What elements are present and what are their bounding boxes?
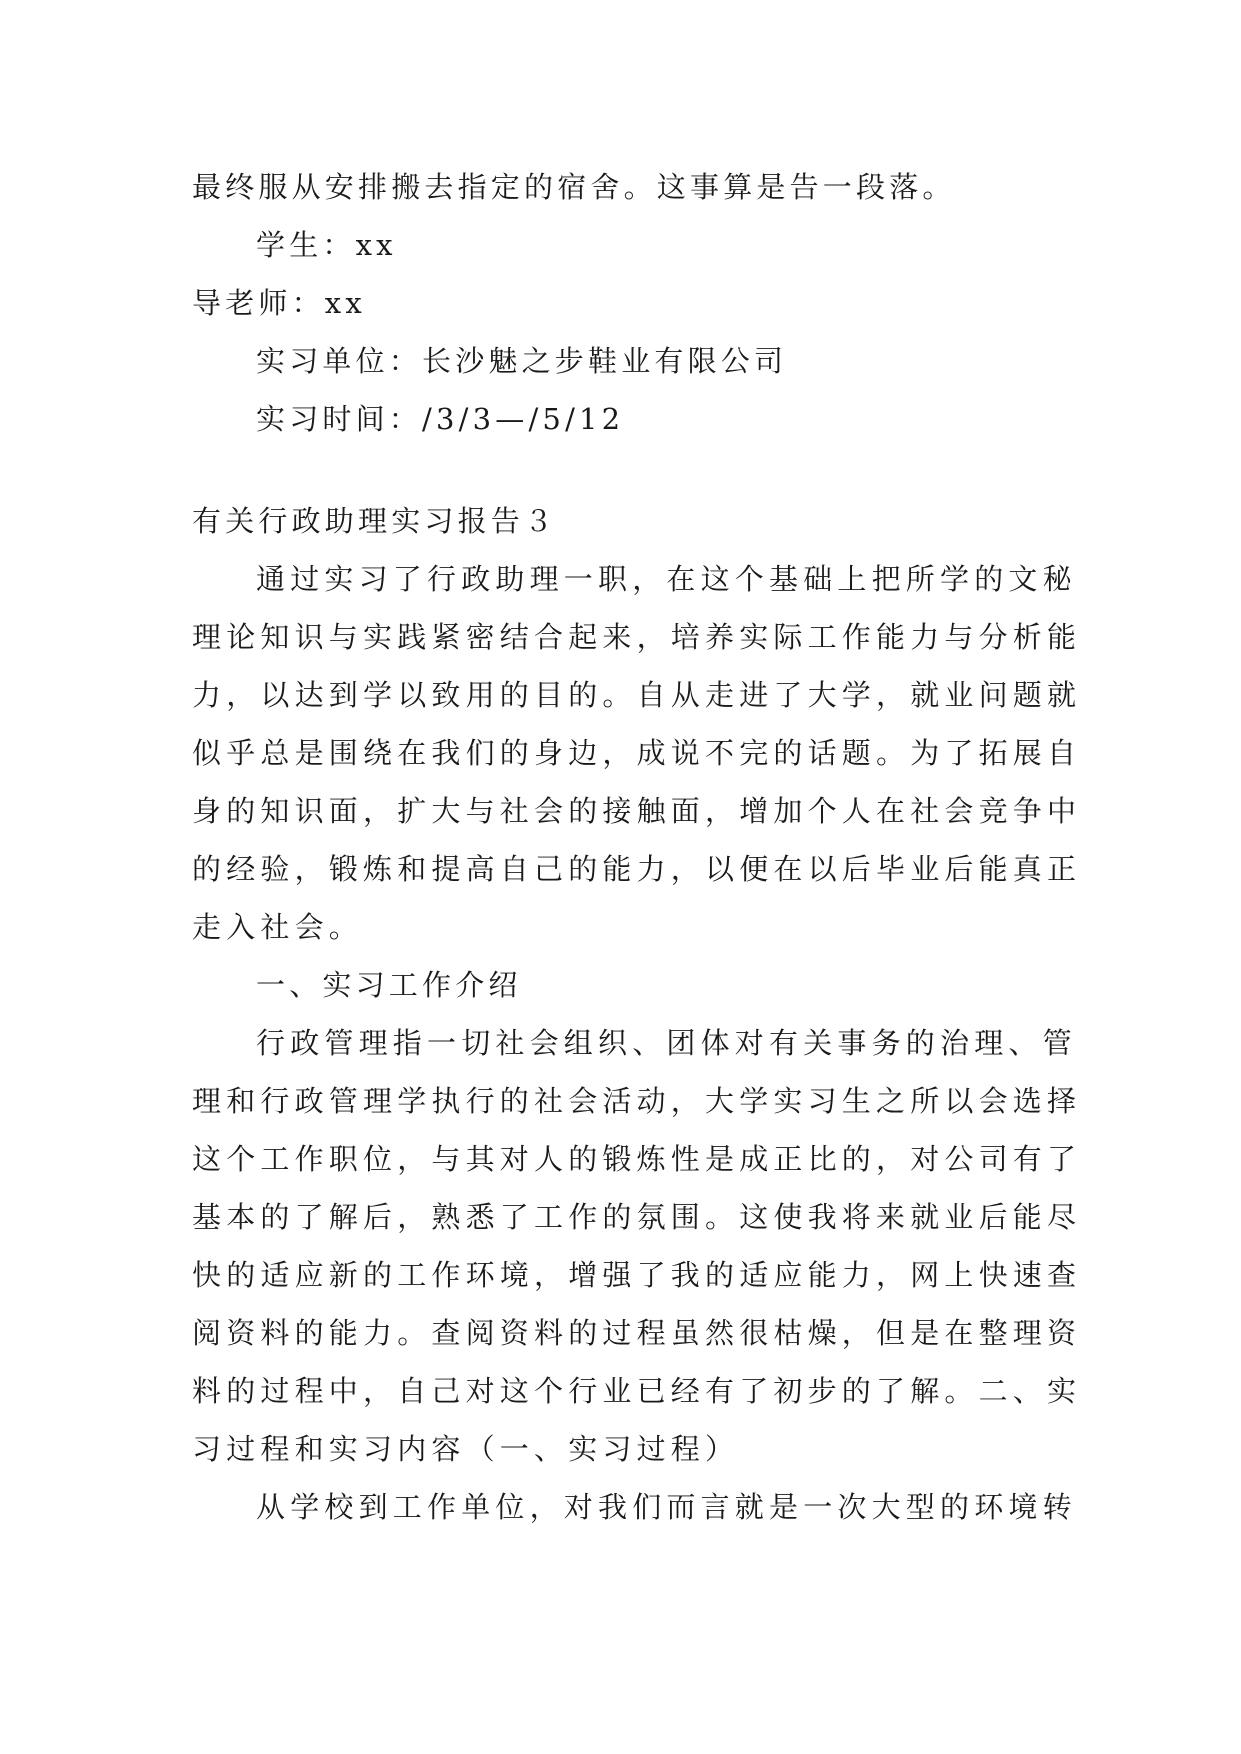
paragraph-line: 理论知识与实践紧密结合起来，培养实际工作能力与分析能 [192,620,1082,654]
paragraph-line: 走入社会。 [192,910,364,944]
paragraph-line: 的经验，锻炼和提高自己的能力，以便在以后毕业后能真正 [192,852,1082,886]
paragraph-line: 身的知识面，扩大与社会的接触面，增加个人在社会竞争中 [192,794,1082,828]
text-line: 最终服从安排搬去指定的宿舍。这事算是告一段落。 [192,170,956,204]
period-info: 实习时间：/3/3—/5/12 [256,402,625,436]
paragraph-line: 通过实习了行政助理一职，在这个基础上把所学的文秘 [256,562,1077,596]
teacher-info: 导老师：xx [192,286,366,320]
paragraph-line: 基本的了解后，熟悉了工作的氛围。这使我将来就业后能尽 [192,1200,1082,1234]
document-body [192,158,1082,1536]
paragraph-line: 理和行政管理学执行的社会活动，大学实习生之所以会选择 [192,1084,1082,1118]
paragraph-line: 料的过程中，自己对这个行业已经有了初步的了解。二、实 [192,1374,1082,1408]
unit-info: 实习单位：长沙魅之步鞋业有限公司 [256,344,788,378]
paragraph-line: 习过程和实习内容（一、实习过程） [192,1432,740,1466]
paragraph-line: 似乎总是围绕在我们的身边，成说不完的话题。为了拓展自 [192,736,1082,770]
paragraph-line: 这个工作职位，与其对人的锻炼性是成正比的，对公司有了 [192,1142,1082,1176]
paragraph-line: 快的适应新的工作环境，增强了我的适应能力，网上快速查 [192,1258,1082,1292]
paragraph-2 [192,1014,1082,1478]
paragraph-line: 阅资料的能力。查阅资料的过程虽然很枯燥，但是在整理资 [192,1316,1082,1350]
student-info: 学生：xx [256,228,397,262]
paragraph-line: 力，以达到学以致用的目的。自从走进了大学，就业问题就 [192,678,1082,712]
paragraph-line: 行政管理指一切社会组织、团体对有关事务的治理、管 [256,1026,1077,1060]
paragraph-1 [192,550,1082,956]
section-title: 有关行政助理实习报告３ [192,504,558,538]
paragraph-3 [192,1478,1077,1536]
paragraph-line: 从学校到工作单位，对我们而言就是一次大型的环境转 [256,1490,1077,1524]
heading-internship-intro: 一、实习工作介绍 [256,968,522,1002]
section-spacer [192,448,1052,492]
